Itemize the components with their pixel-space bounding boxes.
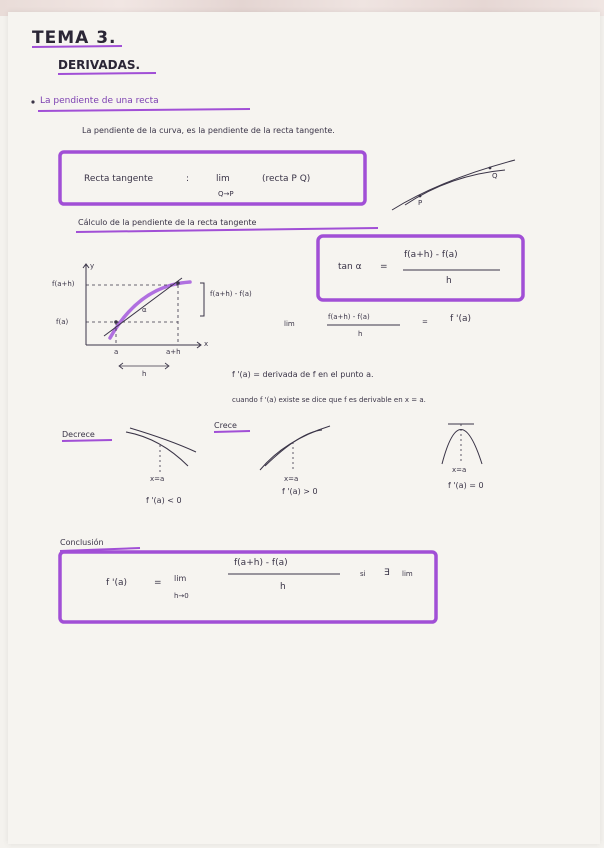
tangent-label: Recta tangente [84,174,154,184]
section2-underline [76,228,378,232]
decrece-label: Decrece [62,430,95,439]
section1-intro: La pendiente de la curva, es la pendiente de la recta tangente. [82,126,335,135]
lim-eq: = [422,318,428,326]
conclusion-eq: = [154,578,162,588]
tangent-colon: : [186,174,190,184]
page-subtitle: DERIVADAS. [58,58,141,72]
derivative-definition: f '(a) = derivada de f en el punto a. [232,370,374,379]
conclusion-lim-sub: h→0 [174,592,189,600]
graph-f-a: f(a) [56,318,69,326]
graph-f-a-h: f(a+h) [52,280,75,288]
conclusion-denominator: h [280,582,286,592]
conclusion-heading: Conclusión [60,538,104,547]
lim-word: lim [284,320,295,328]
tan-numerator: f(a+h) - f(a) [404,250,458,260]
conclusion-lim2: lim [402,570,413,578]
section1-heading: La pendiente de una recta [40,96,159,106]
point-p: P [418,199,423,207]
x-a-1: x=a [150,475,165,483]
lim-denominator: h [358,330,363,338]
tan-denominator: h [446,276,452,286]
tangent-lim-sub: Q→P [218,190,234,198]
graph-alpha: α [142,306,147,314]
lim-result: f '(a) [450,314,472,324]
graph-y-label: y [90,262,95,270]
lim-numerator: f(a+h) - f(a) [328,313,370,321]
tangent-lim: lim [216,174,230,184]
cond-max: f '(a) = 0 [448,481,484,490]
cond-decrece: f '(a) < 0 [146,496,182,505]
derivative-condition: cuando f '(a) existe se dice que f es derivable en x = a. [232,396,426,404]
graph-a-h: a+h [166,348,181,356]
conclusion-lhs: f '(a) [106,578,128,588]
conclusion-exists: ∃ [384,568,390,578]
graph-x-label: x [204,340,209,348]
graph-a: a [114,348,119,356]
graph-diff: f(a+h) - f(a) [210,290,252,298]
point-q: Q [492,172,498,180]
conclusion-si: si [360,570,366,578]
bullet-dot [31,100,34,103]
section2-heading: Cálculo de la pendiente de la recta tangente [78,218,257,227]
subtitle-underline [58,73,156,74]
tangent-expr: (recta P Q) [262,174,311,184]
cond-crece: f '(a) > 0 [282,487,318,496]
tan-eq: = [380,262,388,272]
conclusion-numerator: f(a+h) - f(a) [234,558,288,568]
tan-left: tan α [338,262,362,272]
graph-h: h [142,370,147,378]
crece-label: Crece [214,421,237,430]
tangent-line [392,160,515,210]
x-a-2: x=a [284,475,299,483]
x-a-3: x=a [452,466,467,474]
page-title: TEMA 3. [32,28,117,48]
conclusion-lim: lim [174,574,187,583]
section1-underline [38,109,250,111]
